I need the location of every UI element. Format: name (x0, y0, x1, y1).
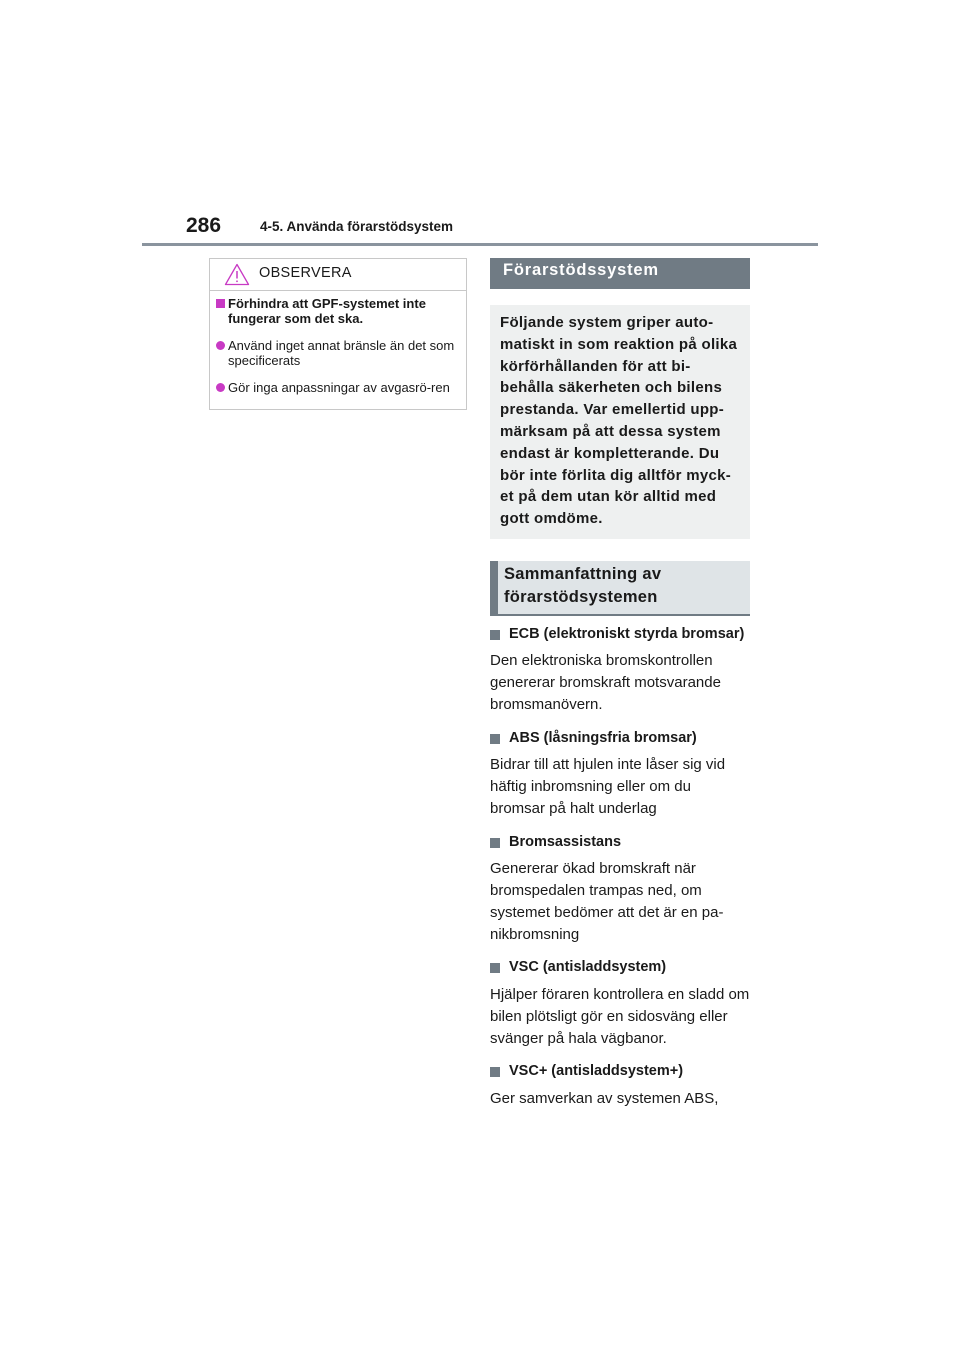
square-bullet-icon (490, 838, 500, 848)
square-bullet-icon (216, 299, 225, 308)
right-column (490, 258, 750, 1110)
system-list (490, 624, 750, 1110)
notice-point (216, 338, 456, 368)
square-bullet-icon (490, 1067, 500, 1077)
dot-bullet-icon (216, 341, 225, 350)
section-title: 4-5. Använda förarstödsystem (260, 219, 454, 234)
notice-title: OBSERVERA (259, 265, 352, 281)
notice-point (216, 380, 456, 395)
section-heading-bar: Förarstödssystem (490, 258, 750, 289)
header-rule (142, 243, 818, 246)
system-description: Hjälper föraren kontrollera en sladd om bilen plötsligt gör en sidosväng eller svänger på hala vägbanor. (490, 985, 750, 1047)
notice-box (209, 258, 467, 410)
system-description: Den elektroniska bromskontrollen genererar bromskraft motsvarande bromsmanövern. (490, 652, 721, 714)
system-title (490, 728, 750, 750)
dot-bullet-icon (216, 383, 225, 392)
system-title-text: VSC+ (antisladdsystem+) (509, 1063, 684, 1080)
system-title-text: Bromsassistans (509, 833, 622, 850)
notice-heading-text: Förhindra att GPF-systemet inte fungerar som det ska. (228, 296, 426, 326)
square-bullet-icon (490, 963, 500, 973)
system-description: Bidrar till att hjulen inte låser sig vid häftig inbromsning eller om du bromsar på halt underlag (490, 756, 726, 817)
system-title-text: ABS (låsningsfria bromsar) (509, 729, 697, 746)
notice-point-text: Gör inga anpassningar av avgasrö-ren (228, 380, 450, 395)
summary-heading: Sammanfattning av förarstödsystemen (490, 561, 750, 616)
system-title (490, 1061, 750, 1083)
page-number: 286 (186, 214, 222, 237)
intro-box: Följande system griper auto-matiskt in som reaktion på olika körförhållanden för att bi-behålla säkerheten och bilens prestanda. Var emellertid upp-märksam på att dessa system endast är kompletterande. Du bör inte förlita dig alltför myck-et på dem utan kör alltid med gott omdöme. (490, 305, 750, 539)
warning-triangle-icon (224, 263, 250, 286)
system-description: Ger samverkan av systemen ABS, (490, 1089, 719, 1107)
system-title (490, 957, 750, 979)
notice-point-text: Använd inget annat bränsle än det som specificerats (228, 338, 455, 368)
square-bullet-icon (490, 734, 500, 744)
notice-heading (216, 296, 456, 326)
notice-header (210, 259, 466, 291)
system-title (490, 832, 750, 854)
system-title (490, 624, 750, 646)
square-bullet-icon (490, 630, 500, 640)
system-description: Genererar ökad bromskraft när bromspedalen trampas ned, om systemet bedömer att det är en pa-nikbromsning (490, 860, 724, 943)
notice-body (210, 291, 466, 395)
system-title-text: ECB (elektroniskt styrda bromsar) (509, 625, 745, 642)
system-title-text: VSC (antisladdsystem) (509, 959, 667, 976)
